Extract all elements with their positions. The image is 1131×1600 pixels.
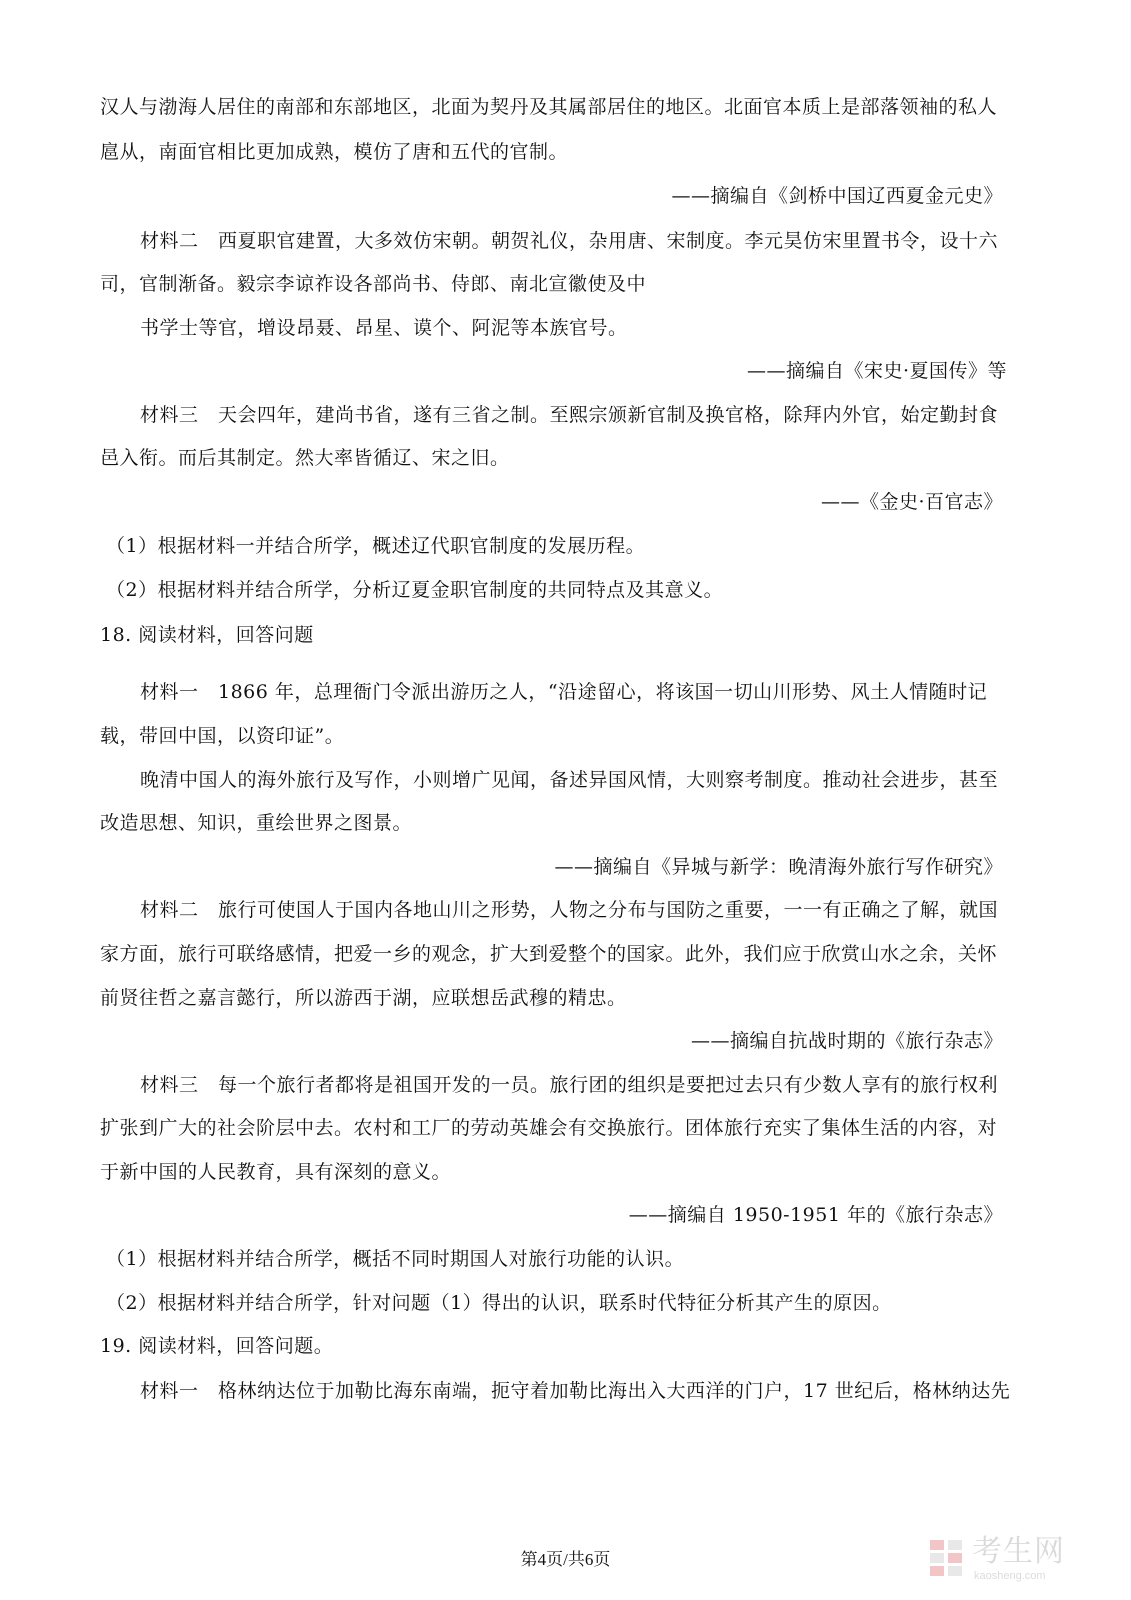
material-paragraph: 材料三 每一个旅行者都将是祖国开发的一员。旅行团的组织是要把过去只有少数人享有的旅行权利 [140,1074,999,1096]
body-line: 前贤往哲之嘉言懿行，所以游西于湖，应联想岳武穆的精忠。 [100,987,627,1009]
body-line: 改造思想、知识，重绘世界之图景。 [100,812,413,834]
body-line: 于新中国的人民教育，具有深刻的意义。 [100,1161,452,1183]
body-line: 晚清中国人的海外旅行及写作，小则增广见闻，备述异国风情，大则察考制度。推动社会进步，甚至 [140,769,999,791]
body-line: 扩张到广大的社会阶层中去。农村和工厂的劳动英雄会有交换旅行。团体旅行充实了集体生活的内容，对 [100,1117,998,1139]
body-line: 邑入衔。而后其制定。然大率皆循辽、宋之旧。 [100,447,510,469]
kaosheng-logo-icon [928,1538,964,1578]
question-heading: 19. 阅读材料，回答问题。 [100,1335,334,1357]
source-citation: ——摘编自 1950-1951 年的《旅行杂志》 [628,1204,1003,1226]
body-line: 扈从，南面官相比更加成熟，模仿了唐和五代的官制。 [100,141,569,163]
material-paragraph: 材料一 格林纳达位于加勒比海东南端，扼守着加勒比海出入大西洋的门户，17 世纪后，格林纳达先 [140,1380,1011,1402]
watermark [928,1532,1108,1588]
source-citation: ——摘编自《宋史·夏国传》等 [746,360,1007,382]
question-item: （2）根据材料并结合所学，针对问题（1）得出的认识，联系时代特征分析其产生的原因。 [106,1292,892,1314]
material-paragraph: 材料一 1866 年，总理衙门令派出游历之人，“沿途留心，将该国一切山川形势、风土人情随时记 [140,681,988,703]
body-line: 载，带回中国，以资印证”。 [100,725,345,747]
material-paragraph: 材料三 天会四年，建尚书省，遂有三省之制。至熙宗颁新官制及换官格，除拜内外官，始定勤封食 [140,404,999,426]
watermark-brand: 考生网 [972,1534,1065,1569]
body-line: 家方面，旅行可联络感情，把爱一乡的观念，扩大到爱整个的国家。此外，我们应于欣赏山水之余，关怀 [100,943,998,965]
question-item: （1）根据材料并结合所学，概括不同时期国人对旅行功能的认识。 [106,1248,685,1270]
body-line: 书学士等官，增设昂聂、昂星、谟个、阿泥等本族官号。 [140,317,628,339]
body-line: 司，官制渐备。毅宗李谅祚设各部尚书、侍郎、南北宣徽使及中 [100,273,647,295]
question-heading: 18. 阅读材料，回答问题 [100,624,314,646]
source-citation: ——摘编自抗战时期的《旅行杂志》 [690,1030,1003,1052]
source-citation: ——《金史·百官志》 [820,491,1003,513]
watermark-url: kaosheng.com [974,1570,1046,1582]
source-citation: ——摘编自《剑桥中国辽西夏金元史》 [671,185,1003,207]
question-item: （1）根据材料一并结合所学，概述辽代职官制度的发展历程。 [106,535,646,557]
material-paragraph: 材料二 旅行可使国人于国内各地山川之形势，人物之分布与国防之重要，一一有正确之了解，就国 [140,899,999,921]
page-number: 第4页/共6页 [520,1550,611,1569]
question-item: （2）根据材料并结合所学，分析辽夏金职官制度的共同特点及其意义。 [106,579,724,601]
material-paragraph: 材料二 西夏职官建置，大多效仿宋朝。朝贺礼仪，杂用唐、宋制度。李元昊仿宋里置书令，设十六 [140,230,999,252]
body-line: 汉人与渤海人居住的南部和东部地区，北面为契丹及其属部居住的地区。北面官本质上是部落领袖的私人 [100,96,998,118]
source-citation: ——摘编自《异城与新学：晚清海外旅行写作研究》 [554,856,1003,878]
